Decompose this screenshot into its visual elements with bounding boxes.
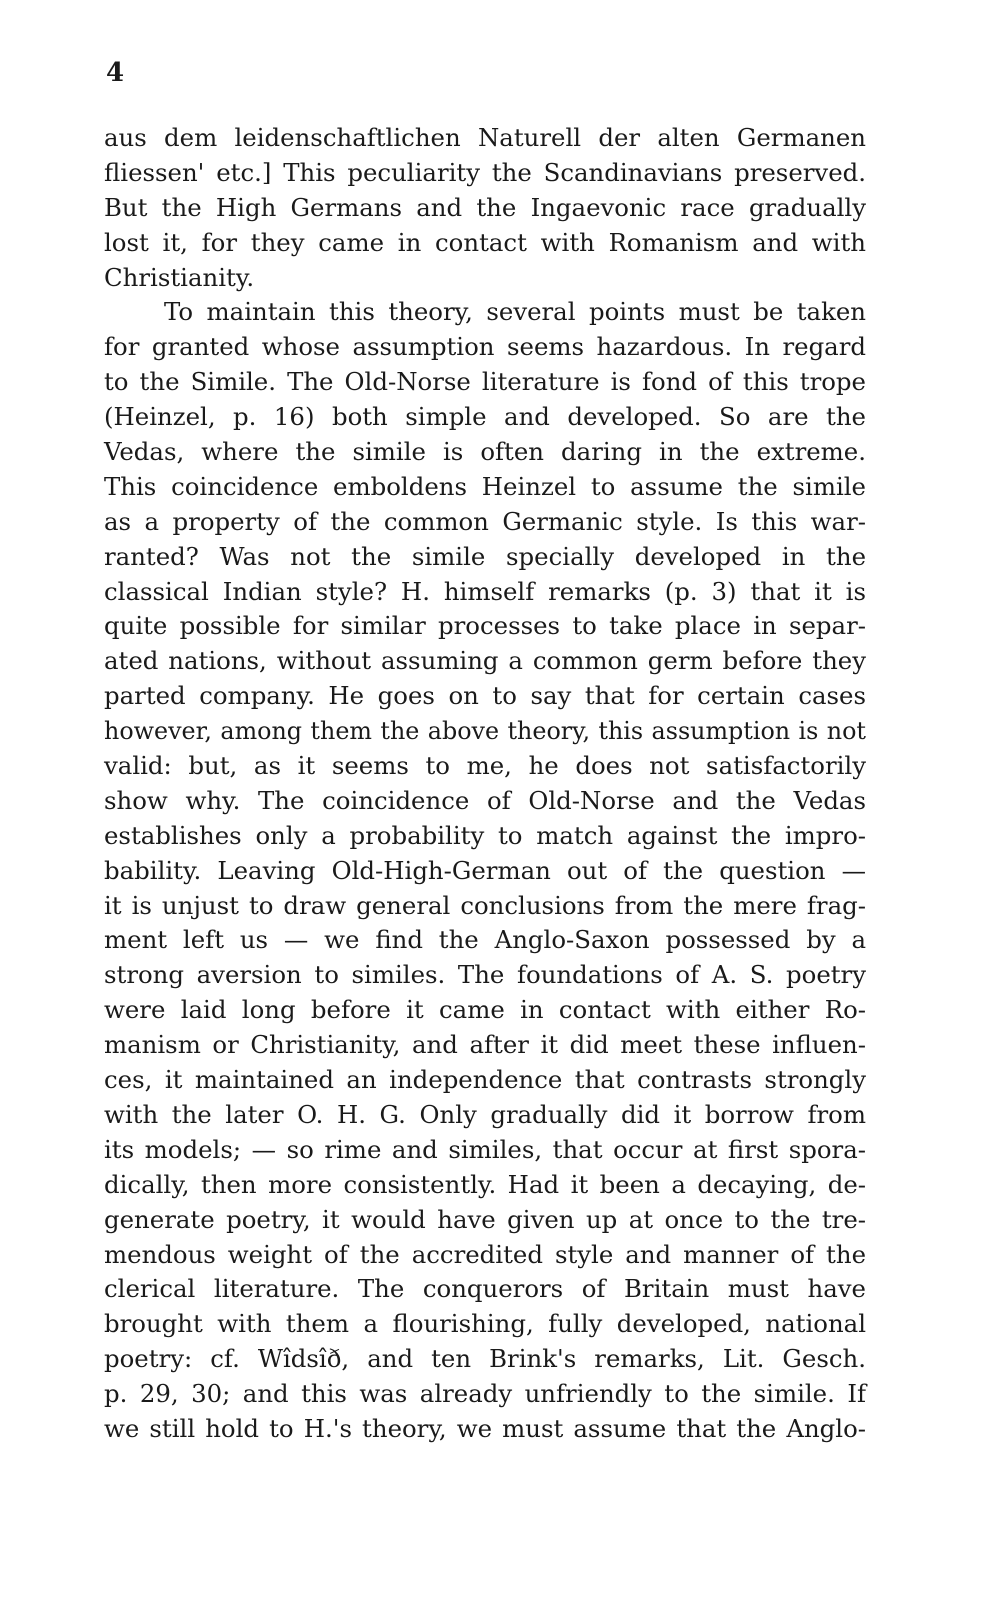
text-line: mendous weight of the accredited style and manner of the xyxy=(104,1239,866,1269)
text-line: Vedas, where the simile is often daring in the extreme. xyxy=(104,437,866,467)
text-line: p. 29, 30; and this was already unfriendly to the simile. If xyxy=(104,1379,866,1409)
text-line: quite possible for similar processes to take place in separ- xyxy=(104,611,866,641)
text-line: it is unjust to draw general conclusions from the mere frag- xyxy=(104,890,866,920)
text-line: show why. The coincidence of Old-Norse and the Vedas xyxy=(104,785,866,815)
page-number: 4 xyxy=(106,58,125,88)
text-line: ment left us — we find the Anglo-Saxon possessed by a xyxy=(104,925,866,955)
text-line: valid: but, as it seems to me, he does not satisfactorily xyxy=(104,751,866,781)
text-line: classical Indian style? H. himself remarks (p. 3) that it is xyxy=(104,576,866,606)
text-line: dically, then more consistently. Had it been a decaying, de- xyxy=(104,1169,866,1199)
text-line: lost it, for they came in contact with Romanism and with xyxy=(104,227,866,257)
text-line: ated nations, without assuming a common germ before they xyxy=(104,646,866,676)
text-line: however, among them the above theory, this assumption is not xyxy=(104,717,866,746)
text-line: brought with them a flourishing, fully developed, national xyxy=(104,1309,866,1339)
text-line: clerical literature. The conquerors of Britain must have xyxy=(104,1274,866,1304)
text-line: for granted whose assumption seems hazardous. In regard xyxy=(104,332,866,362)
text-line: generate poetry, it would have given up at once to the tre- xyxy=(104,1204,866,1234)
text-line: we still hold to H.'s theory, we must assume that the Anglo- xyxy=(104,1413,866,1443)
text-line: This coincidence emboldens Heinzel to assume the simile xyxy=(104,471,866,501)
text-line: were laid long before it came in contact with either Ro- xyxy=(104,995,866,1025)
text-line: bability. Leaving Old-High-German out of the question — xyxy=(104,855,866,885)
text-line: ranted? Was not the simile specially developed in the xyxy=(104,541,866,571)
text-line: ces, it maintained an independence that contrasts strongly xyxy=(104,1065,866,1095)
text-line: strong aversion to similes. The foundations of A. S. poetry xyxy=(104,960,866,990)
text-line: aus dem leidenschaftlichen Naturell der alten Germanen xyxy=(104,123,866,152)
text-line: poetry: cf. Wîdsîð, and ten Brink's remarks, Lit. Gesch. xyxy=(104,1344,866,1374)
text-line: to the Simile. The Old-Norse literature is fond of this trope xyxy=(104,367,866,397)
text-line: To maintain this theory, several points must be taken xyxy=(164,297,866,327)
text-line: parted company. He goes on to say that for certain cases xyxy=(104,681,866,711)
text-line: Christianity. xyxy=(104,262,255,292)
text-line: But the High Germans and the Ingaevonic race gradually xyxy=(104,192,866,222)
body-text xyxy=(104,121,866,1447)
text-line: (Heinzel, p. 16) both simple and developed. So are the xyxy=(104,402,866,432)
text-line: manism or Christianity, and after it did meet these influen- xyxy=(104,1030,866,1060)
text-line: establishes only a probability to match against the impro- xyxy=(104,820,866,850)
text-line: as a property of the common Germanic style. Is this war- xyxy=(104,506,866,536)
text-line: with the later O. H. G. Only gradually did it borrow from xyxy=(104,1099,866,1129)
text-line: its models; — so rime and similes, that occur at first spora- xyxy=(104,1134,866,1164)
text-line: fliessen' etc.] This peculiarity the Scandinavians preserved. xyxy=(104,157,866,187)
